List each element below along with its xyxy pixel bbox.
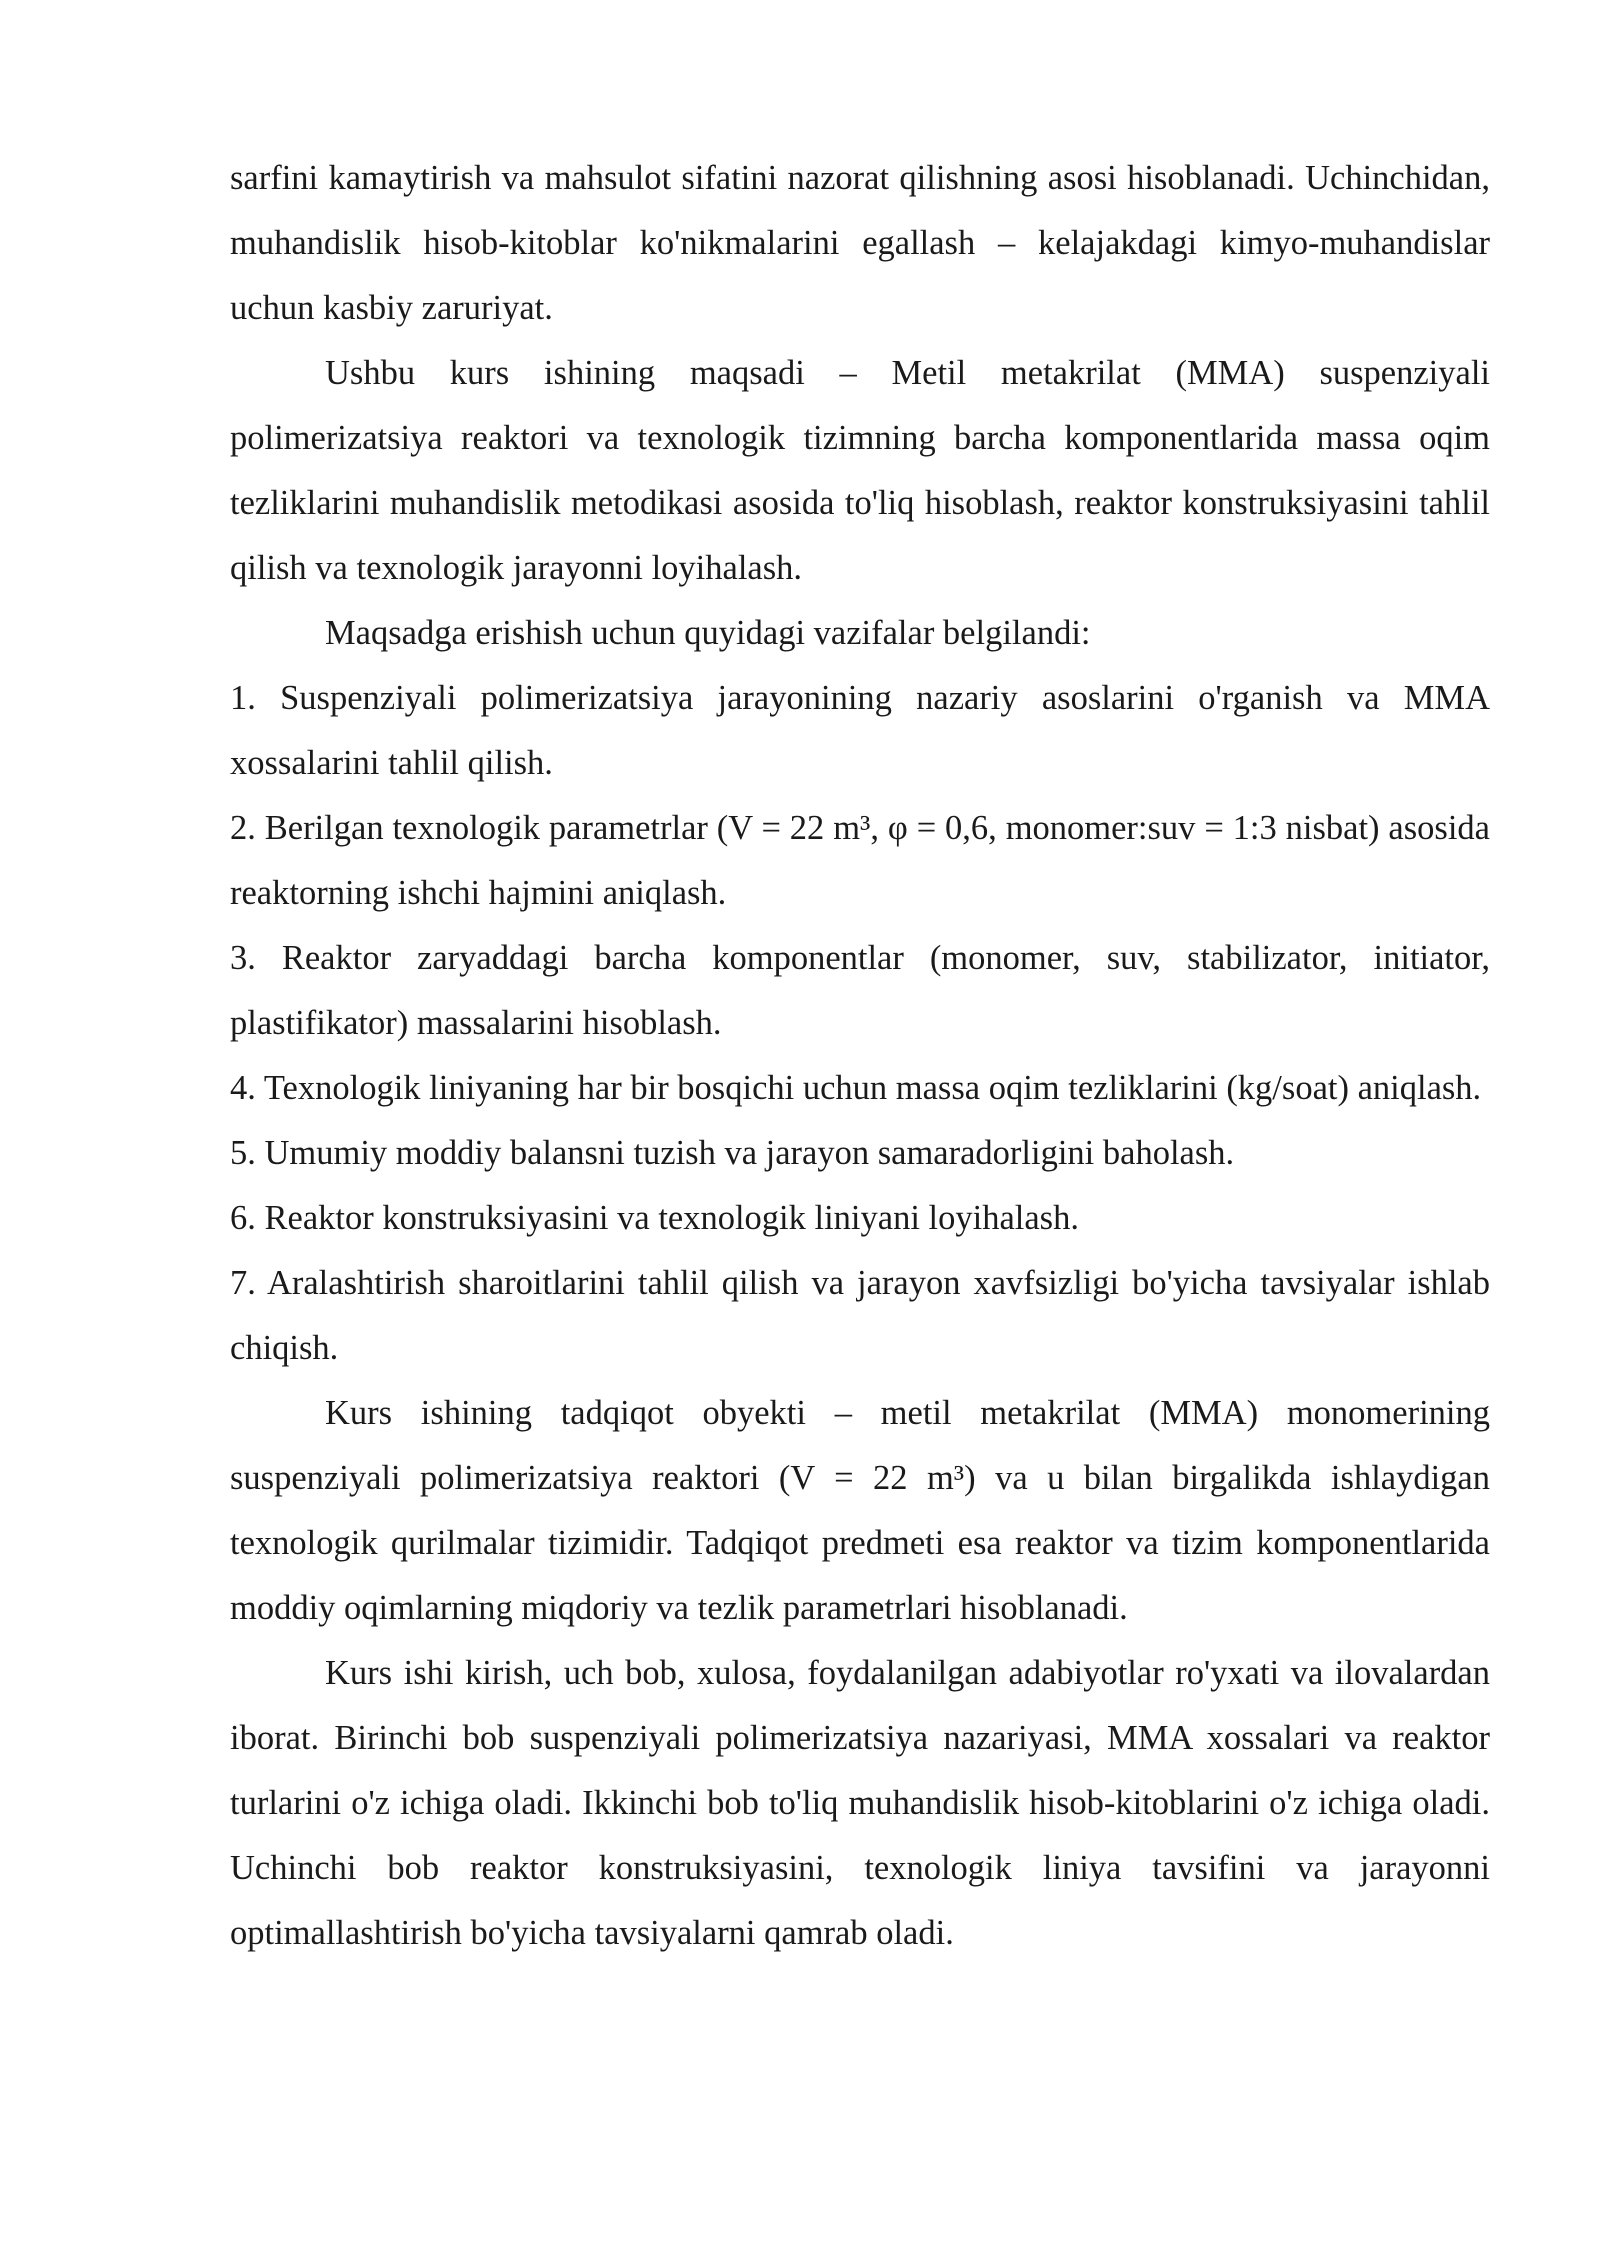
task-item-6: 6. Reaktor konstruksiyasini va texnologik liniyani loyihalash. [230, 1199, 1079, 1237]
task-item-4: 4. Texnologik liniyaning har bir bosqichi uchun massa oqim tezliklarini (kg/soat) aniqlash. [230, 1069, 1482, 1107]
task-item-7: 7. Aralashtirish sharoitlarini tahlil qilish va jarayon xavfsizligi bo'yicha tavsiyalar ishlab chiqish. [230, 1264, 1490, 1367]
paragraph-continuation: sarfini kamaytirish va mahsulot sifatini nazorat qilishning asosi hisoblanadi. Uchinchidan, muhandislik hisob-kitoblar ko'nikmalarini egallash – kelajakdagi kimyo-muhandislar uchun kasbiy zaruriyat. [230, 159, 1490, 327]
task-item-1: 1. Suspenziyali polimerizatsiya jarayonining nazariy asoslarini o'rganish va MMA xossalarini tahlil qilish. [230, 679, 1490, 782]
paragraph-research-object: Kurs ishining tadqiqot obyekti – metil metakrilat (MMA) monomerining suspenziyali polimerizatsiya reaktori (V = 22 m³) va u bilan birgalikda ishlaydigan texnologik qurilmalar tizimidir. Tadqiqot predmeti esa reaktor va tizim komponentlarida moddiy oqimlarning miqdoriy va tezlik parametrlari hisoblanadi. [230, 1394, 1490, 1627]
task-item-3: 3. Reaktor zaryaddagi barcha komponentlar (monomer, suv, stabilizator, initiator, plastifikator) massalarini hisoblash. [230, 939, 1490, 1042]
document-body [230, 146, 1490, 1966]
paragraph-structure: Kurs ishi kirish, uch bob, xulosa, foydalanilgan adabiyotlar ro'yxati va ilovalardan iborat. Birinchi bob suspenziyali polimerizatsiya nazariyasi, MMA xossalari va reaktor turlarini o'z ichiga oladi. Ikkinchi bob to'liq muhandislik hisob-kitoblarini o'z ichiga oladi. Uchinchi bob reaktor konstruksiyasini, texnologik liniya tavsifini va jarayonni optimallashtirish bo'yicha tavsiyalarni qamrab oladi. [230, 1654, 1490, 1952]
task-item-2: 2. Berilgan texnologik parametrlar (V = 22 m³, φ = 0,6, monomer:suv = 1:3 nisbat) asosida reaktorning ishchi hajmini aniqlash. [230, 809, 1490, 912]
paragraph-goal: Ushbu kurs ishining maqsadi – Metil metakrilat (MMA) suspenziyali polimerizatsiya reaktori va texnologik tizimning barcha komponentlarida massa oqim tezliklarini muhandislik metodikasi asosida to'liq hisoblash, reaktor konstruksiyasini tahlil qilish va texnologik jarayonni loyihalash. [230, 354, 1490, 587]
task-list [230, 666, 1490, 1381]
task-item-5: 5. Umumiy moddiy balansni tuzish va jarayon samaradorligini baholash. [230, 1134, 1235, 1172]
paragraph-tasks-intro: Maqsadga erishish uchun quyidagi vazifalar belgilandi: [325, 614, 1091, 652]
